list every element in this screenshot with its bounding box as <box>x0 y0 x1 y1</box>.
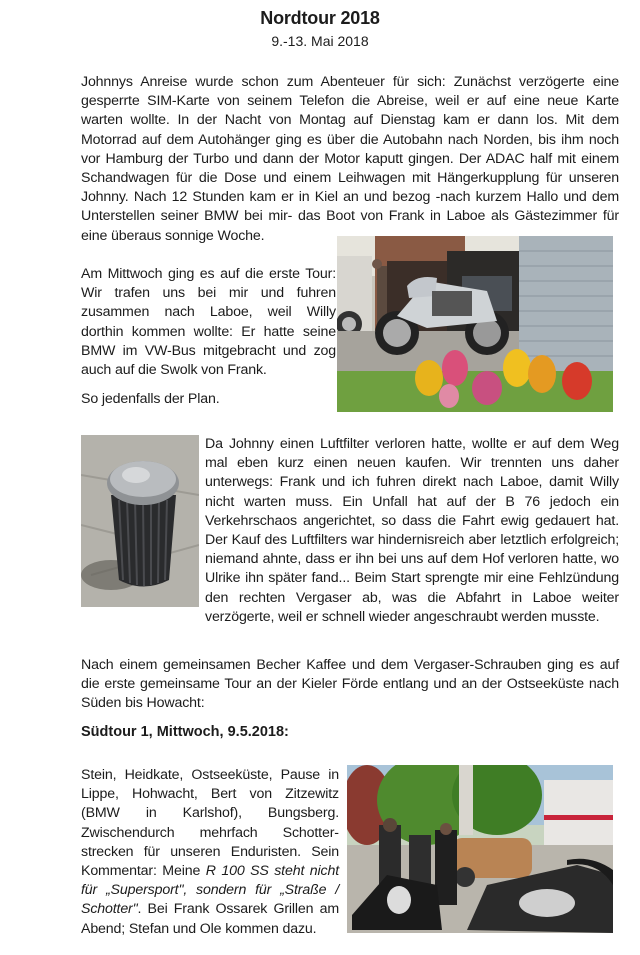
document-date: 9.-13. Mai 2018 <box>271 33 369 49</box>
paragraph-arrival: Johnnys Anreise wurde schon zum Abenteuer für sich: Zunächst verzögerte eine gesperrte SIM-Karte von seinem Telefon die Abreise, weil er auf eine neue Karte warten wollte. In der Nacht von Montag auf Dienstag kam er dann los. Mit dem Motorrad auf dem Autohänger ging es über die Autobahn nach Norden, bis ihm noch vor Hamburg der Turbo und dann der Motor kaputt gingen. Der ADAC half mit einem Schandwagen für die Dose und einem Leihwagen mit Hängerkupplung für unseren Johnny. Nach 12 Stunden kam er in Kiel an und bezog -nach kurzem Hallo und dem Unterstellen seiner BMW bei mir- das Boot von Frank in Laboe als Gästezimmer für eine überaus sonnige Woche. <box>81 74 619 244</box>
tour-text-a: Stein, Heidkate, Ostseeküste, Pause in Lippe, Hohwacht, Bert von Zitzewitz (BMW in Karlshof), Bungsberg. Zwischendurch mehrfach Schotterstrecken für unseren Enduristen. Sein Kommentar: Meine <box>81 767 339 880</box>
paragraph-airfilter: Da Johnny einen Luftfilter verloren hatte, wollte er auf dem Weg mal eben kurz einen neuen kaufen. Wir trennten uns daher unterwegs: Frank und ich fuhren direkt nach Laboe, damit Willy nicht warten muss. Ein Unfall hat auf der B 76 jedoch ein Verkehrschaos angerichtet, so dass die Fahrt ewig gedauert hat. Der Kauf des Luftfilters war hindernisreich aber letztlich erfolgreich; niemand ahnte, dass er ihn bei uns auf dem Hof verloren hatte, wo Ulrike ihn später fand... Beim Start sprengte mir eine Fehlzündung den rechten Vergaser ab, was die Abfahrt in Laboe weiter verzögerte, weil er schnell wieder angeschraubt werden musste. <box>205 436 619 625</box>
document-title: Nordtour 2018 <box>260 8 380 28</box>
tour-quote-italic: R 100 SS steht nicht für „Supersport", sondern für „Straße / Schotter" <box>81 863 339 918</box>
paragraph-plan: So jedenfalls der Plan. <box>81 391 220 407</box>
photo-group-motorcycles <box>347 765 613 933</box>
paragraph-wednesday: Am Mittwoch ging es auf die erste Tour: Wir trafen uns bei mir und fuhren zusammen nach Laboe, weil Willy dorthin kommen wollte: Er hatte seine BMW im VW-Bus mitgebracht und zog auch auf die Swolk von Frank. <box>81 266 336 379</box>
photo-airfilter <box>81 435 199 607</box>
paragraph-airfilter-block <box>81 435 619 627</box>
paragraph-coffee: Nach einem gemeinsamen Becher Kaffee und dem Vergaser-Schrauben ging es auf die erste gemeinsame Tour an der Kieler Förde entlang und an der Ostseeküste nach Süden bis Howacht: <box>81 657 619 712</box>
photo-motorcycle-garage <box>337 236 613 412</box>
section-tour-text <box>81 766 339 939</box>
tour-text-b: . Bei Frank Ossarek Grillen am Abend; Stefan und Ole kommen dazu. <box>81 901 339 937</box>
section-heading: Südtour 1, Mittwoch, 9.5.2018: <box>81 724 289 740</box>
